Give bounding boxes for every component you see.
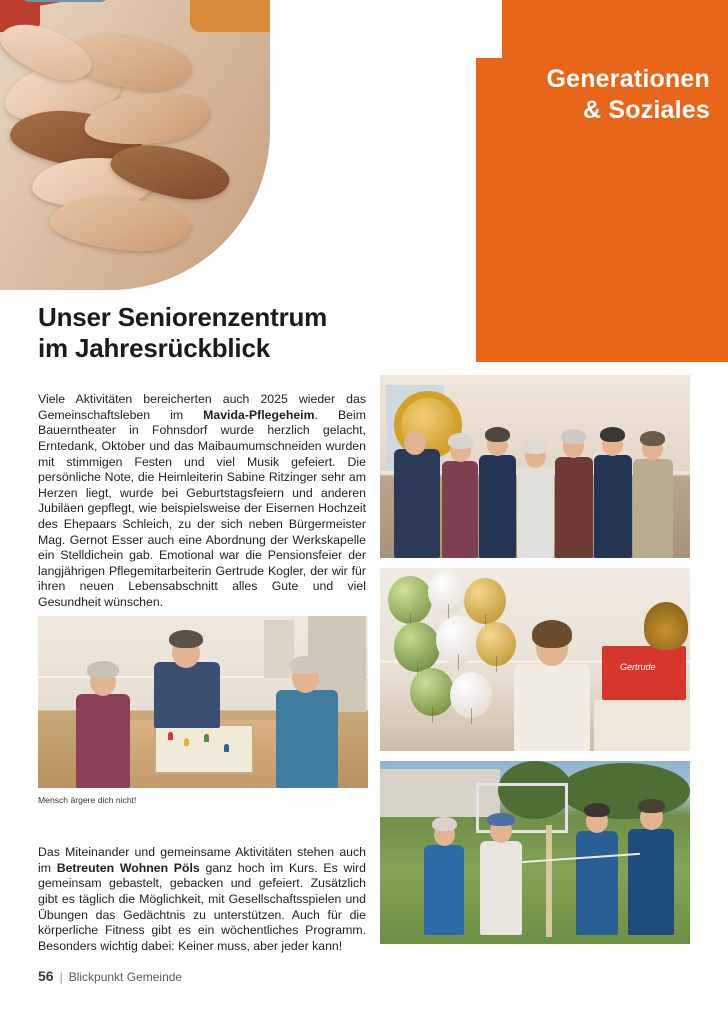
person-4 <box>555 457 593 558</box>
garden-person-4 <box>628 829 674 935</box>
cloth-orange <box>190 0 270 32</box>
person-6 <box>633 459 673 558</box>
page-footer <box>38 968 438 984</box>
photo-board-game <box>38 616 368 788</box>
balloon-white-2 <box>436 616 480 664</box>
game-pawn-red <box>168 732 173 740</box>
page-number: 56 <box>38 968 54 984</box>
footer-publication: Blickpunkt Gemeinde <box>68 970 183 984</box>
balloon-gold-2 <box>476 622 516 666</box>
garden-hair-3 <box>584 803 610 817</box>
garden-hair-4 <box>638 799 665 813</box>
banner-title <box>494 64 710 126</box>
game-person-left <box>76 694 130 788</box>
hair-3 <box>523 439 548 454</box>
photo-balloons-celebration <box>380 568 690 751</box>
tree-2 <box>560 763 690 819</box>
banner-fill <box>476 0 728 362</box>
second-bold-betreutes-wohnen: Betreuten Wohnen Pöls <box>56 860 200 875</box>
photo-balloons-scene <box>380 568 690 751</box>
hair-1 <box>448 433 473 449</box>
photo-group-brass-band <box>380 375 690 558</box>
game-person-center <box>154 662 220 728</box>
pole <box>546 825 552 937</box>
decor-plant <box>644 602 688 650</box>
garden-hair-1 <box>432 817 457 831</box>
garden-person-2 <box>480 841 522 935</box>
page-title <box>38 302 418 364</box>
balloon-white-1 <box>428 570 468 614</box>
table-cloth <box>594 700 690 751</box>
section-banner <box>476 0 728 362</box>
person-2 <box>479 455 516 558</box>
person-seated <box>514 664 590 751</box>
intro-paragraph <box>38 392 366 610</box>
second-paragraph <box>38 845 366 954</box>
balloon-white-3 <box>450 672 492 718</box>
balloon-gold-1 <box>464 578 506 624</box>
game-pawn-blue <box>224 744 229 752</box>
page-title-line1: Unser Seniorenzentrum <box>38 302 328 332</box>
balloon-green-2 <box>394 622 440 672</box>
garden-cap <box>487 813 515 826</box>
balloon-green-1 <box>388 576 432 624</box>
garden-person-1 <box>424 845 464 935</box>
game-person-right <box>276 690 338 788</box>
game-pawn-yellow <box>184 738 189 746</box>
goal-frame <box>476 783 568 833</box>
banner-title-line2: & Soziales <box>582 96 710 124</box>
hair-4 <box>561 429 586 444</box>
hero-photo-hands <box>0 0 270 290</box>
person-musician <box>394 449 440 558</box>
garden-person-3 <box>576 831 618 935</box>
hero-photo-image <box>0 0 270 290</box>
photo-board-game-scene <box>38 616 368 788</box>
hair-2 <box>485 427 510 442</box>
cloth-blue <box>20 0 110 2</box>
hair-seated <box>532 620 572 648</box>
second-text-part2: ganz hoch im Kurs. Es wird gemeinsam gebastelt, gebacken und gefeiert. Zusätzlich gibt es täglich die Möglichkeit, mit Gesellschaftsspielen und Übungen das Gedächtnis zu unterstützen. Auch für die körperliche Fitness gibt es ein wöchentliches Programm. Besonders wichtig dabei: Keiner muss, aber jeder kann! <box>38 860 366 953</box>
person-1 <box>442 461 478 558</box>
head-musician <box>404 431 426 455</box>
second-text-part1: Das Miteinander und gemeinsame Aktivitäten stehen auch im <box>38 845 366 875</box>
person-3 <box>517 467 554 558</box>
page-title-line2: im Jahresrückblick <box>38 333 270 363</box>
game-pawn-green <box>204 734 209 742</box>
banner-notch <box>476 0 502 58</box>
game-hair-center <box>169 630 203 648</box>
person-5 <box>594 455 632 558</box>
photo-group-scene <box>380 375 690 558</box>
photo-garden-activity <box>380 761 690 944</box>
game-hair-left <box>87 661 119 679</box>
table-banner-text: Gertrude <box>620 662 656 672</box>
intro-bold-mavida: Mavida-Pflegeheim <box>203 407 315 422</box>
balloon-green-3 <box>410 668 454 716</box>
hair-5 <box>600 427 625 442</box>
table-banner-red <box>602 646 686 700</box>
banner-title-line1: Generationen <box>546 65 710 93</box>
photo-caption: Mensch ärgere dich nicht! <box>38 795 137 805</box>
game-hair-right <box>289 656 322 674</box>
intro-text-part1: Viele Aktivitäten bereicherten auch 2025 wieder das Gemeinschaftsleben im <box>38 392 366 422</box>
hair-6 <box>640 431 665 446</box>
intro-text-part2: . Beim Bauerntheater in Fohnsdorf wurde herzlich gelacht, Erntedank, Oktober und das Maibaumumschneiden wurden mit stimmigen Festen und viel Musik gefeiert. Die persönliche Note, die Heimleiterin Sabine Ritzinger sehr am Herzen liegt, wurde bei Geburtstagsfeiern und anderen Jubiläen gepflegt, wie beispielsweise der Eisernen Hochzeit des Ehepaars Schleich, zu der sich neben Bürgermeister Mag. Gernot Esser auch eine Abordnung der Werkskapelle ein Stelldichein gab. Emotional war die Pensionsfeier der langjährigen Pflegemitarbeiterin Gertrude Kogler, der wir für ihren neuen Lebensabschnitt alles Gute und viel Gesundheit wünschen. <box>38 407 366 610</box>
footer-separator: | <box>59 970 63 984</box>
photo-garden-scene <box>380 761 690 944</box>
